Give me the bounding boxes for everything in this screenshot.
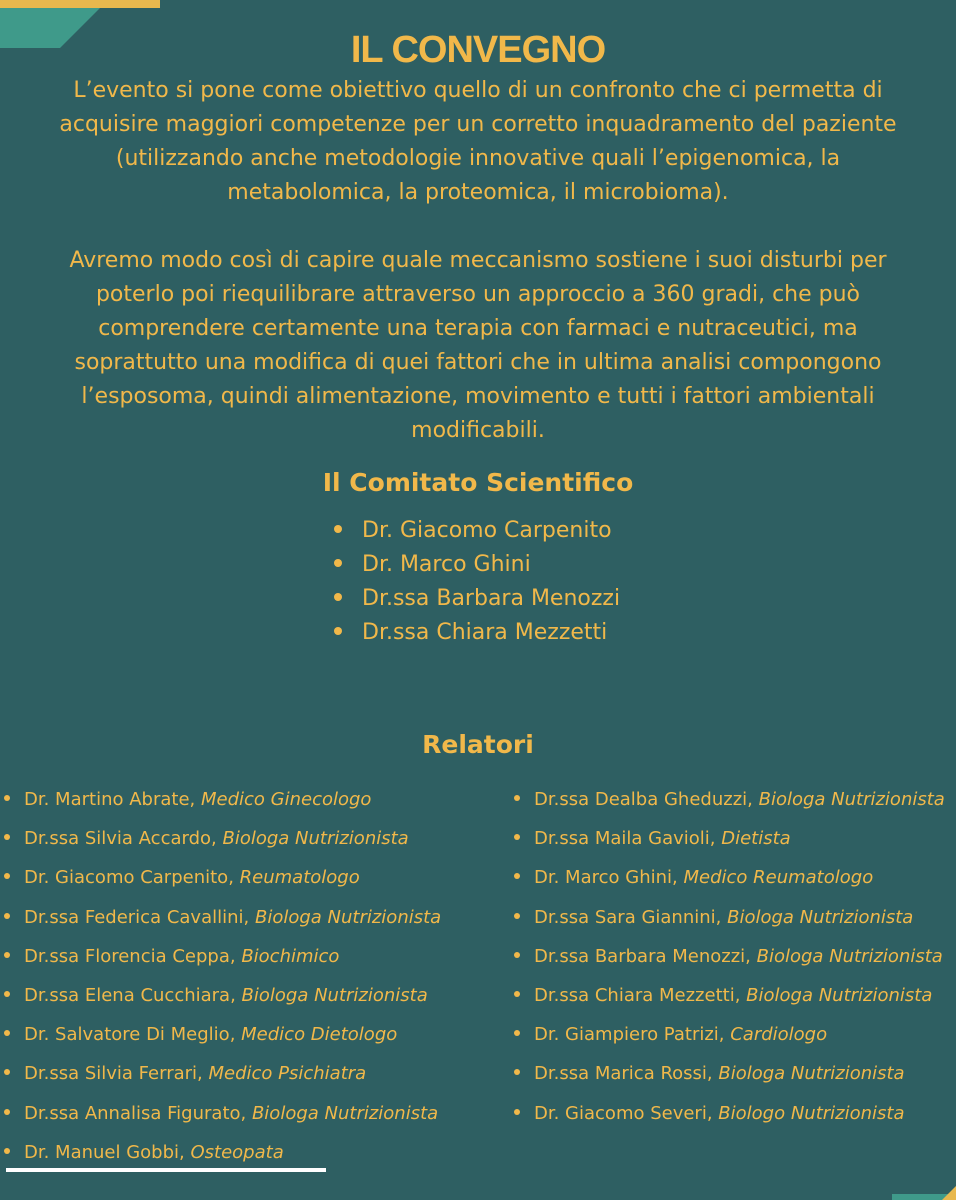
bullet-icon bbox=[514, 1030, 520, 1036]
speaker-name: Dr. Giampiero Patrizi, bbox=[534, 1024, 731, 1046]
bullet-icon bbox=[514, 834, 520, 840]
speaker-name: Dr.ssa Silvia Accardo, bbox=[24, 828, 223, 850]
speaker-role: Biologa Nutrizionista bbox=[758, 789, 945, 810]
speaker-name: Dr.ssa Sara Giannini, bbox=[534, 906, 728, 928]
speaker-name: Dr. Marco Ghini, bbox=[534, 867, 684, 889]
speaker-name: Dr.ssa Annalisa Figurato, bbox=[24, 1102, 252, 1124]
speaker-name: Dr.ssa Elena Cucchiara, bbox=[24, 984, 242, 1006]
speaker-role: Biologa Nutrizionista bbox=[746, 984, 933, 1006]
bullet-icon bbox=[514, 913, 520, 919]
bullet-icon bbox=[514, 795, 520, 801]
speaker-role: Biologo Nutrizionista bbox=[718, 1102, 905, 1124]
list-item bbox=[330, 514, 620, 548]
speaker-role: Biologa Nutrizionista bbox=[222, 828, 409, 850]
bullet-icon bbox=[4, 1030, 10, 1036]
speaker-item bbox=[513, 1054, 945, 1093]
committee-list bbox=[330, 514, 620, 650]
bullet-icon bbox=[334, 593, 342, 601]
speaker-item bbox=[3, 1133, 441, 1172]
speaker-role: Biochimico bbox=[241, 945, 340, 967]
speaker-item bbox=[513, 976, 945, 1015]
list-item bbox=[330, 616, 620, 650]
speakers-heading: Relatori bbox=[422, 730, 534, 759]
bullet-icon bbox=[4, 834, 10, 840]
underline-bar bbox=[6, 1168, 326, 1172]
speaker-name: Dr. Giacomo Carpenito, bbox=[24, 867, 240, 889]
speaker-name: Dr.ssa Marica Rossi, bbox=[534, 1063, 719, 1085]
bullet-icon bbox=[4, 991, 10, 997]
speaker-item bbox=[3, 898, 441, 937]
committee-member: Dr.ssa Barbara Menozzi bbox=[362, 586, 621, 611]
speaker-role: Biologa Nutrizionista bbox=[756, 945, 943, 967]
speaker-item bbox=[3, 858, 441, 897]
bottom-gold-corner bbox=[942, 1186, 956, 1200]
bullet-icon bbox=[514, 991, 520, 997]
gold-stripe bbox=[0, 0, 160, 8]
description-paragraph: Avremo modo così di capire quale meccanismo sostiene i suoi disturbi per poterlo poi riequilibrare attraverso un approccio a 360 gradi, che può comprendere certamente una terapia con farmaci e nutraceutici, ma soprattutto una modifica di quei fattori che in ultima analisi compongono l’esposoma, quindi alimentazione, movimento e tutti i fattori ambientali modificabili. bbox=[69, 248, 887, 443]
speaker-name: Dr. Martino Abrate, bbox=[24, 789, 201, 810]
committee-member: Dr. Giacomo Carpenito bbox=[362, 518, 612, 543]
list-item bbox=[330, 582, 620, 616]
speaker-name: Dr.ssa Federica Cavallini, bbox=[24, 906, 255, 928]
speaker-item bbox=[513, 1015, 945, 1054]
speaker-item bbox=[513, 858, 945, 897]
speaker-name: Dr.ssa Florencia Ceppa, bbox=[24, 945, 242, 967]
speaker-role: Biologa Nutrizionista bbox=[241, 984, 428, 1006]
speaker-item bbox=[513, 1094, 945, 1133]
speaker-name: Dr.ssa Chiara Mezzetti, bbox=[534, 984, 747, 1006]
speaker-item bbox=[3, 976, 441, 1015]
speaker-name: Dr.ssa Dealba Gheduzzi, bbox=[534, 789, 759, 810]
bullet-icon bbox=[514, 952, 520, 958]
bullet-icon bbox=[4, 795, 10, 801]
speaker-name: Dr. Manuel Gobbi, bbox=[24, 1141, 191, 1163]
bullet-icon bbox=[4, 1109, 10, 1115]
bullet-icon bbox=[514, 873, 520, 879]
speaker-role: Cardiologo bbox=[730, 1024, 828, 1046]
speaker-item bbox=[513, 898, 945, 937]
list-item bbox=[330, 548, 620, 582]
committee-heading: Il Comitato Scientifico bbox=[322, 468, 634, 497]
speaker-role: Medico Dietologo bbox=[241, 1024, 398, 1046]
speaker-role: Dietista bbox=[721, 828, 791, 850]
bullet-icon bbox=[4, 952, 10, 958]
speaker-name: Dr. Salvatore Di Meglio, bbox=[24, 1024, 242, 1046]
bullet-icon bbox=[4, 913, 10, 919]
speaker-role: Medico Psichiatra bbox=[208, 1063, 367, 1085]
speaker-item bbox=[3, 1015, 441, 1054]
speaker-item bbox=[513, 819, 945, 858]
bullet-icon bbox=[514, 1109, 520, 1115]
speaker-role: Biologa Nutrizionista bbox=[254, 906, 442, 928]
speakers-list-right bbox=[513, 780, 945, 1133]
bullet-icon bbox=[514, 1069, 520, 1075]
speaker-name: Dr.ssa Barbara Menozzi, bbox=[534, 945, 757, 967]
bullet-icon bbox=[334, 525, 342, 533]
speaker-role: Biologa Nutrizionista bbox=[718, 1063, 905, 1085]
speaker-item bbox=[3, 1094, 441, 1133]
bullet-icon bbox=[4, 873, 10, 879]
committee-member: Dr. Marco Ghini bbox=[362, 552, 531, 577]
bullet-icon bbox=[4, 1148, 10, 1154]
speaker-item bbox=[3, 780, 441, 819]
speaker-item bbox=[3, 1054, 441, 1093]
page-title: IL CONVEGNO bbox=[350, 29, 606, 72]
speaker-name: Dr. Giacomo Severi, bbox=[534, 1102, 719, 1124]
speaker-item bbox=[513, 937, 945, 976]
intro-paragraph: L’evento si pone come obiettivo quello di un confronto che ci permetta di acquisire maggiori competenze per un corretto inquadramento del paziente (utilizzando anche metodologie innovative quali l’epigenomica, la metabolomica, la proteomica, il microbioma). bbox=[59, 78, 897, 205]
speaker-item bbox=[513, 780, 945, 819]
bullet-icon bbox=[334, 559, 342, 567]
bullet-icon bbox=[334, 627, 342, 635]
speaker-role: Osteopata bbox=[190, 1141, 284, 1163]
speaker-role: Biologa Nutrizionista bbox=[251, 1102, 439, 1124]
speaker-item bbox=[3, 819, 441, 858]
speaker-name: Dr.ssa Maila Gavioli, bbox=[534, 828, 722, 850]
speaker-name: Dr.ssa Silvia Ferrari, bbox=[24, 1063, 209, 1085]
committee-member: Dr.ssa Chiara Mezzetti bbox=[362, 620, 608, 645]
speaker-item bbox=[3, 937, 441, 976]
speaker-role: Biologa Nutrizionista bbox=[727, 906, 914, 928]
speakers-list-left bbox=[3, 780, 441, 1172]
speaker-role: Reumatologo bbox=[239, 867, 360, 889]
speaker-role: Medico Ginecologo bbox=[200, 789, 372, 810]
speaker-role: Medico Reumatologo bbox=[683, 867, 874, 889]
bullet-icon bbox=[4, 1069, 10, 1075]
